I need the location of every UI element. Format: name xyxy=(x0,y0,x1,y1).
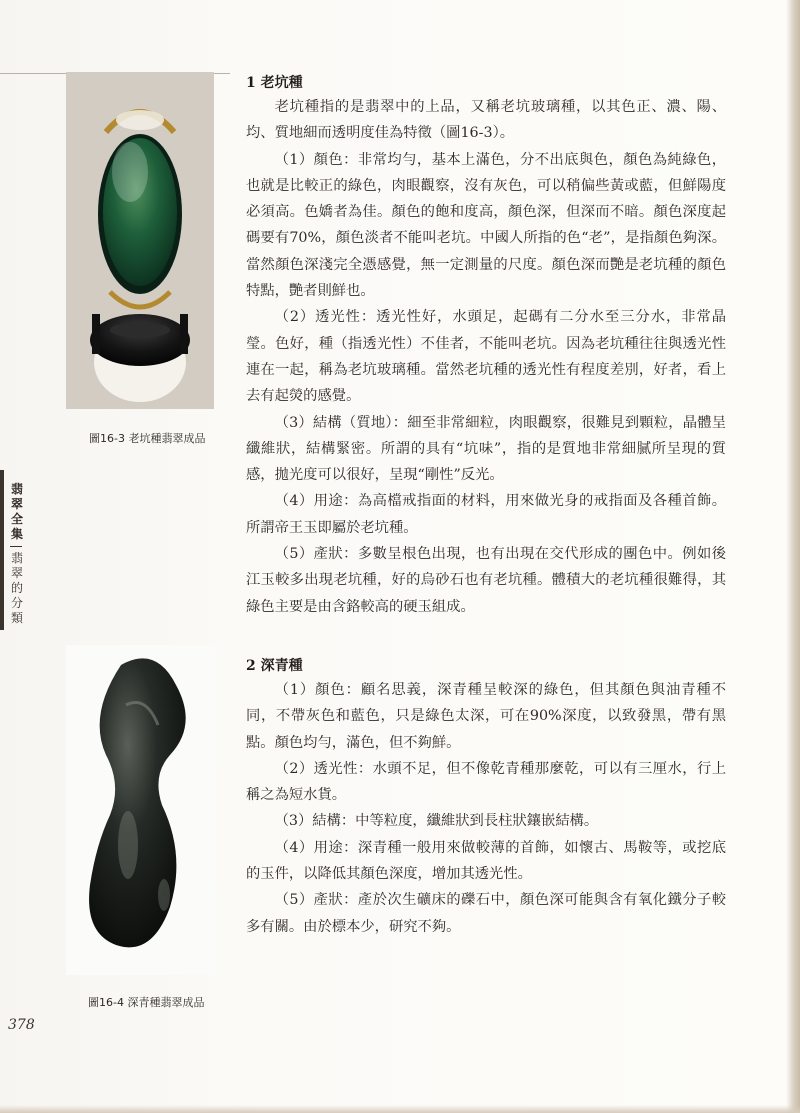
figure-deep-green-jade-photo xyxy=(66,645,216,975)
body-paragraph: （5）產狀：產於次生礦床的礫石中，顏色深可能與含有氧化鐵分子較多有關。由於標本少，研究不夠。 xyxy=(246,892,726,935)
figure-old-mine-jade-photo xyxy=(66,72,214,409)
section-old-mine-jade xyxy=(246,72,726,620)
body-paragraph: （1）顏色：非常均勻，基本上滿色，分不出底與色，顏色為純綠色，也就是比較正的綠色，肉眼觀察，沒有灰色，可以稍偏些黃或藍，但鮮陽度必須高。色嬌者為佳。顏色的飽和度高，顏色深，但深而不暗。顏色深度起碼要有70%，顏色淡者不能叫老坑。中國人所指的色“老”，是指顏色夠深。當然顏色深淺完全憑感覺，無一定測量的尺度。顏色深而艷是老坑種的顏色特點，艷者則鮮也。 xyxy=(246,151,726,300)
body-paragraph: 老坑種指的是翡翠中的上品，又稱老坑玻璃種，以其色正、濃、陽、均、質地細而透明度佳為特徵（圖16-3）。 xyxy=(246,99,726,142)
body-paragraph: （4）用途：為高檔戒指面的材料，用來做光身的戒指面及各種首飾。所謂帝王玉即屬於老坑種。 xyxy=(246,493,726,536)
side-chapter-char: 的 xyxy=(10,581,23,595)
side-chapter-char: 分 xyxy=(10,596,23,610)
body-paragraph: （5）產狀：多數呈根色出現，也有出現在交代形成的團色中。例如後江玉較多出現老坑種，好的烏砂石也有老坑種。體積大的老坑種很難得，其綠色主要是由含鉻較高的硬玉組成。 xyxy=(246,546,726,615)
side-title-divider xyxy=(10,546,22,547)
figure-caption: 圖16-4 深青種翡翠成品 xyxy=(88,996,205,1009)
side-title-char: 翠 xyxy=(10,497,23,511)
section-heading: 2 深青種 xyxy=(246,658,303,674)
jade-pendant-illustration xyxy=(66,645,216,975)
body-paragraph: （2）透光性：透光性好，水頭足，起碼有二分水至三分水，非常晶瑩。色好，種（指透光性）不佳者，不能叫老坑。因為老坑種往往與透光性連在一起，稱為老坑玻璃種。當然老坑種的透光性有程度差別，好者，看上去有起熒的感覺。 xyxy=(246,309,726,405)
side-chapter-char: 翡 xyxy=(10,551,23,565)
body-paragraph: （4）用途：深青種一般用來做較薄的首飾，如懷古、馬鞍等，或挖底的玉件，以降低其顏色深度，增加其透光性。 xyxy=(246,839,726,883)
body-paragraph: （3）結構（質地）：細至非常細粒，肉眼觀察，很難見到顆粒，晶體呈纖維狀，結構緊密。所謂的具有“坑味”，指的是質地非常細膩所呈現的質感，拋光度可以很好，呈現“剛性”反光。 xyxy=(246,414,726,484)
side-title-char: 翡 xyxy=(10,482,23,496)
jade-ring-illustration xyxy=(66,72,214,409)
side-running-title xyxy=(7,482,27,626)
figure-caption: 圖16-3 老坑種翡翠成品 xyxy=(89,432,206,445)
side-chapter-char: 類 xyxy=(10,611,23,625)
section-heading: 1 老坑種 xyxy=(246,75,303,91)
body-paragraph: （3）結構：中等粒度，纖維狀到長柱狀鑲嵌結構。 xyxy=(274,813,599,830)
section-deep-green-jade xyxy=(246,655,726,940)
side-marker-bar xyxy=(0,470,4,630)
side-title-char: 全 xyxy=(10,512,23,526)
page-number: 378 xyxy=(8,1017,35,1033)
page-edge-shadow xyxy=(786,0,800,1113)
side-chapter-char: 翠 xyxy=(10,566,23,580)
body-paragraph: （1）顏色：顧名思義，深青種呈較深的綠色，但其顏色與油青種不同，不帶灰色和藍色，只是綠色太深，可在90%深度，以致發黑，帶有黑點。顏色均勻，滿色，但不夠鮮。 xyxy=(246,682,726,751)
side-title-char: 集 xyxy=(10,527,23,541)
bottom-edge-shadow xyxy=(0,1105,800,1113)
body-paragraph: （2）透光性：水頭不足，但不像乾青種那麼乾，可以有三厘水，行上稱之為短水貨。 xyxy=(246,760,726,804)
